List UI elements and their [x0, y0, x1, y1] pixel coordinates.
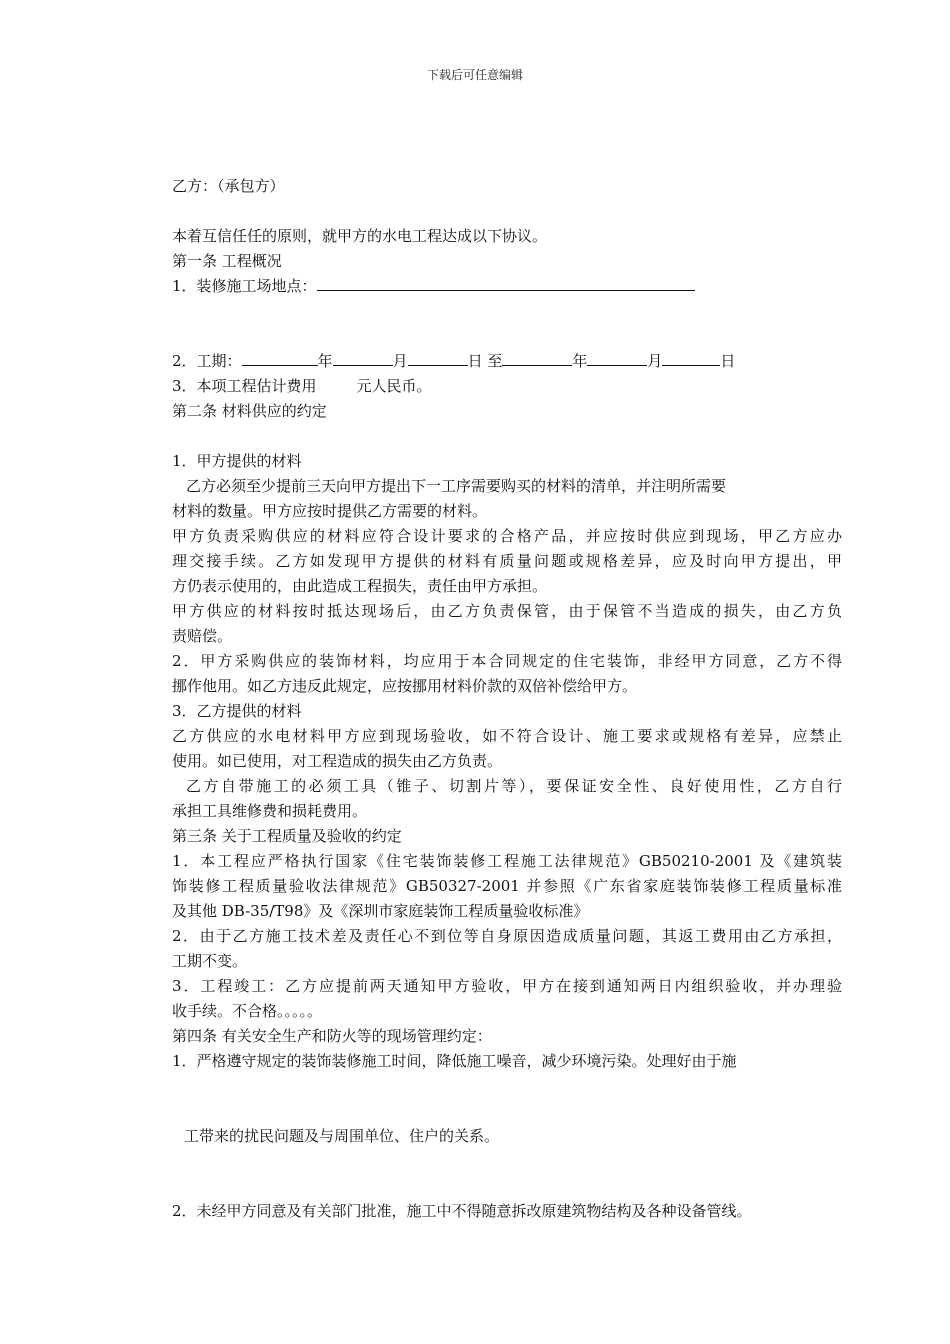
year-label: 年	[317, 352, 333, 370]
party-b-line: 乙方：（承包方）	[172, 177, 285, 195]
a2-p3-line2: 责赔偿。	[172, 627, 233, 645]
a2-p5-line2: 使用。如已使用，对工程造成的损失由乙方负责。	[172, 752, 503, 770]
a2-p3-line1: 甲方供应的材料按时抵达现场后，由乙方负责保管，由于保管不当造成的损失，由乙方负	[172, 602, 842, 620]
month-label: 月	[392, 352, 408, 370]
a2-p5-line1: 乙方供应的水电材料甲方应到现场验收，如不符合设计、施工要求或规格有差异，应禁止	[172, 727, 842, 745]
a2-p1-title: 1．甲方提供的材料	[172, 452, 302, 470]
header-note: 下载后可任意编辑	[426, 68, 523, 82]
a2-p1-line1: 乙方必须至少提前三天向甲方提出下一工序需要购买的材料的清单，并注明所需要	[186, 477, 727, 495]
a2-p2-line2: 理交接手续。乙方如发现甲方提供的材料有质量问题或规格差异，应及时向甲方提出，甲	[172, 552, 842, 570]
a3-p2-line1: 2．由于乙方施工技术差及责任心不到位等自身原因造成质量问题，其返工费用由乙方承担，	[172, 927, 842, 945]
year2-blank	[502, 351, 572, 366]
day2-blank	[662, 351, 720, 366]
day-to-label: 日 至	[467, 352, 503, 370]
month2-label: 月	[647, 352, 663, 370]
a2-p6-line2: 承担工具维修费和损耗费用。	[172, 802, 368, 820]
year2-label: 年	[572, 352, 588, 370]
a4-p1-line2: 工带来的扰民问题及与周围单位、住户的关系。	[184, 1127, 500, 1145]
article-1-title: 第一条 工程概况	[172, 252, 282, 270]
a2-p4-line1: 2．甲方采购供应的装饰材料，均应用于本合同规定的住宅装饰，非经甲方同意，乙方不得	[172, 652, 842, 670]
cost-suffix: 元人民币。	[356, 377, 432, 395]
a3-p3-line1: 3．工程竣工：乙方应提前两天通知甲方验收，甲方在接到通知两日内组织验收，并办理验	[172, 977, 842, 995]
a2-p1-line2: 材料的数量。甲方应按时提供乙方需要的材料。	[172, 502, 488, 520]
a3-p3-line2: 收手续。不合格。。。。。	[172, 1002, 323, 1020]
a2-p5-title: 3．乙方提供的材料	[172, 702, 302, 720]
period-line	[172, 351, 842, 371]
a3-p1-line3: 及其他 DB-35/T98》及《深圳市家庭装饰工程质量验收标准》	[172, 902, 589, 920]
month2-blank	[587, 351, 647, 366]
a3-p2-line2: 工期不变。	[172, 952, 248, 970]
article-2-title: 第二条 材料供应的约定	[172, 402, 327, 420]
a2-p4-line2: 挪作他用。如乙方违反此规定，应按挪用材料价款的双倍补偿给甲方。	[172, 677, 638, 695]
site-label: 1．装修施工场地点：	[172, 277, 317, 295]
a2-p2-line1: 甲方负责采购供应的材料应符合设计要求的合格产品，并应按时供应到现场，甲乙方应办	[172, 527, 842, 545]
article-4-title: 第四条 有关安全生产和防火等的现场管理约定：	[172, 1027, 492, 1045]
a3-p1-line2: 饰装修工程质量验收法律规范》GB50327-2001 并参照《广东省家庭装饰装修工程质量标准	[172, 877, 842, 895]
day2-label: 日	[720, 352, 736, 370]
cost-label: 3．本项工程估计费用	[172, 377, 317, 395]
day-blank	[408, 351, 468, 366]
a4-p2-line1: 2．未经甲方同意及有关部门批准，施工中不得随意拆改原建筑物结构及各种设备管线。	[172, 1202, 752, 1220]
year-blank	[242, 351, 318, 366]
cost-line	[172, 376, 842, 396]
a3-p1-line1: 1．本工程应严格执行国家《住宅装饰装修工程施工法律规范》GB50210-2001 及《建筑装	[172, 852, 842, 870]
period-label: 2．工期：	[172, 352, 242, 370]
a2-p2-line3: 方仍表示使用的，由此造成工程损失，责任由甲方承担。	[172, 577, 548, 595]
a2-p6-line1: 乙方自带施工的必须工具（锥子、切割片等），要保证安全性、良好使用性，乙方自行	[186, 777, 842, 795]
article-3-title: 第三条 关于工程质量及验收的约定	[172, 827, 402, 845]
site-line	[172, 276, 842, 296]
site-blank	[317, 276, 695, 291]
a4-p1-line1: 1．严格遵守规定的装饰装修施工时间，降低施工噪音，减少环境污染。处理好由于施	[172, 1052, 737, 1070]
intro-line: 本着互信任任的原则，就甲方的水电工程达成以下协议。	[172, 227, 548, 245]
month-blank	[333, 351, 393, 366]
